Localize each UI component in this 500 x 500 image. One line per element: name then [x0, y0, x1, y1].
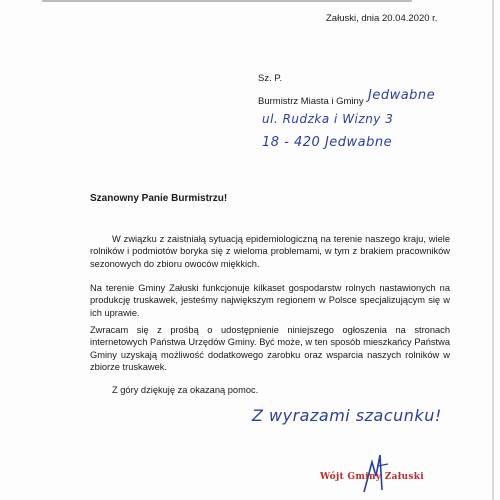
addressee-salutation: Sz. P. [258, 73, 283, 84]
place-date: Załuski, dnia 20.04.2020 r. [326, 13, 438, 24]
handwritten-city: Jedwabne [368, 88, 436, 103]
paragraph-1: W związku z zaistniałą sytuacją epidemiologiczną na terenie naszego kraju, wiele rolników i podmiotów boryka się z wieloma problemami, w tym z brakiem pracowników sezonowych do zbioru owoców miękkich. [90, 234, 450, 269]
paragraph-4: Z góry dziękuję za okazaną pomoc. [112, 385, 259, 395]
letter-salutation: Szanowny Panie Burmistrzu! [90, 193, 228, 204]
paragraph-3: Zwracam się z prośbą o udostępnienie niniejszego ogłoszenia na stronach internetowych Państwa Urzędów Gminy. Być może, w ten sposób mieszkańcy Państwa Gminy uzyskają możliwość dodatkowego zarobku oraz wsparcia naszych rolników w zbiorze truskawek. [90, 325, 450, 372]
paragraph-2: Na terenie Gminy Załuski funkcjonuje kilkaset gospodarstw rolnych nastawionych na produkcję truskawek, jesteśmy największym regionem w Polsce specjalizującym się w ich uprawie. [90, 283, 450, 318]
handwritten-closing: Z wyrazami szacunku! [252, 406, 442, 425]
handwritten-street: ul. Rudzka i Wizny 3 [262, 112, 394, 126]
handwritten-postal: 18 - 420 Jedwabne [262, 135, 393, 150]
official-stamp: Wójt Gminy Załuski [320, 472, 424, 482]
addressee-title: Burmistrz Miasta i Gminy [258, 96, 364, 107]
